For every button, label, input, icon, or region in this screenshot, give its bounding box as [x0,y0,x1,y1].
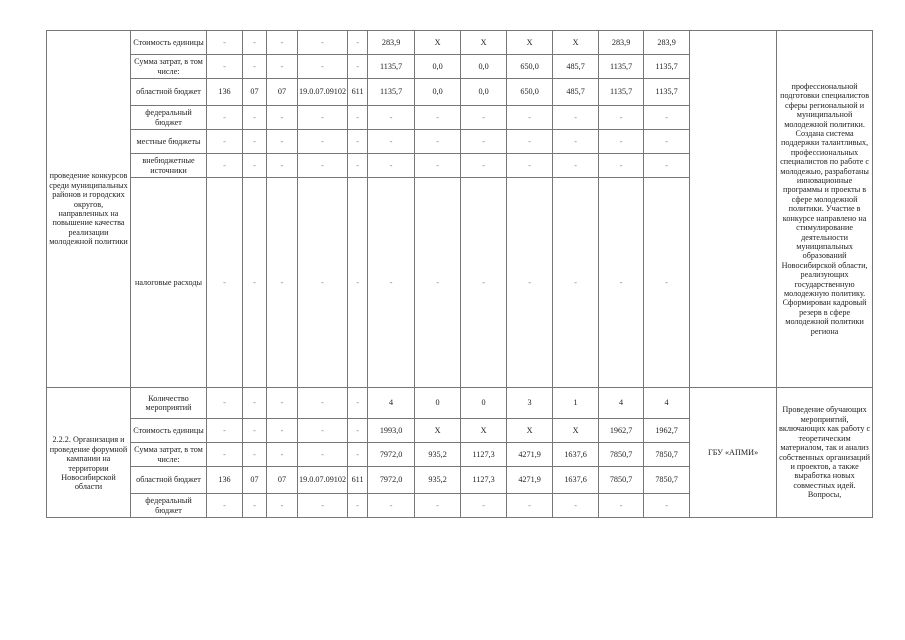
value-cell: - [243,154,267,178]
value-cell: - [415,130,461,154]
value-cell: - [267,388,298,419]
value-cell: - [644,130,690,154]
executor-cell [690,31,777,388]
value-cell: 485,7 [553,79,599,106]
value-cell: X [553,31,599,55]
value-cell: - [507,106,553,130]
value-cell: - [243,494,267,518]
row-label: Сумма затрат, в том числе: [131,55,207,79]
value-cell: - [298,443,348,467]
value-cell: - [553,178,599,388]
value-cell: - [348,55,368,79]
value-cell: - [644,106,690,130]
value-cell: - [461,178,507,388]
value-cell: 4 [644,388,690,419]
value-cell: - [267,31,298,55]
value-cell: - [507,178,553,388]
result-cell: Проведение обучающих мероприятий, включающих как работу с теоретическим материалом, так и анализ собственных организаций и проектов, а также выработка новых совместных идей. Вопросы, [777,388,873,518]
value-cell: - [368,106,415,130]
value-cell: - [243,178,267,388]
row-label: налоговые расходы [131,178,207,388]
value-cell: - [298,419,348,443]
value-cell: - [243,443,267,467]
value-cell: X [461,31,507,55]
value-cell: - [461,106,507,130]
value-cell: 7972,0 [368,467,415,494]
value-cell: 7850,7 [599,467,644,494]
table-row [47,388,873,419]
row-label: федеральный бюджет [131,494,207,518]
value-cell: 1962,7 [644,419,690,443]
value-cell: - [461,130,507,154]
value-cell: 0,0 [415,79,461,106]
value-cell: - [207,494,243,518]
value-cell: - [207,55,243,79]
value-cell: - [553,154,599,178]
value-cell: - [243,130,267,154]
value-cell: - [207,443,243,467]
value-cell: 7850,7 [644,443,690,467]
row-label: Стоимость единицы [131,419,207,443]
value-cell: - [298,106,348,130]
value-cell: - [553,106,599,130]
value-cell: - [298,178,348,388]
value-cell: - [207,106,243,130]
value-cell: - [599,106,644,130]
value-cell: 136 [207,467,243,494]
value-cell: 1135,7 [368,79,415,106]
value-cell: 19.0.07.09102 [298,467,348,494]
value-cell: - [507,130,553,154]
activity-cell: проведение конкурсов среди муниципальных районов и городских округов, направленных на повышение качества реализации молодежной политики [47,31,131,388]
value-cell: - [644,494,690,518]
value-cell: - [267,55,298,79]
value-cell: - [348,443,368,467]
value-cell: - [207,419,243,443]
value-cell: - [243,419,267,443]
value-cell: - [207,388,243,419]
value-cell: - [348,154,368,178]
value-cell: - [267,443,298,467]
value-cell: - [207,178,243,388]
value-cell: - [348,419,368,443]
value-cell: 1637,6 [553,467,599,494]
value-cell: - [348,130,368,154]
value-cell: 07 [243,79,267,106]
value-cell: 0 [461,388,507,419]
executor-cell: ГБУ «АПМИ» [690,388,777,518]
value-cell: 07 [267,79,298,106]
value-cell: - [207,130,243,154]
row-label: областной бюджет [131,79,207,106]
row-label: местные бюджеты [131,130,207,154]
value-cell: 0 [415,388,461,419]
value-cell: - [507,154,553,178]
value-cell: - [368,154,415,178]
value-cell: 7972,0 [368,443,415,467]
value-cell: - [267,178,298,388]
value-cell: 0,0 [461,55,507,79]
value-cell: 283,9 [599,31,644,55]
result-cell: профессиональной подготовки специалистов сферы региональной и муниципальной молодежной политики. Создана система поддержки талантливых, профессиональных специалистов по работе с молодежью, разработаны инновационные программы и проекты в сфере молодежной политики. Участие в конкурсе направлено на стимулирование деятельности муниципальных образований Новосибирской области, реализующих государственную молодежную политику. Сформирован кадровый резерв в сфере молодежной политики региона [777,31,873,388]
value-cell: - [298,55,348,79]
value-cell: - [461,494,507,518]
activity-cell: 2.2.2. Организация и проведение форумной кампании на территории Новосибирской области [47,388,131,518]
value-cell: - [368,494,415,518]
value-cell: 7850,7 [644,467,690,494]
value-cell: 611 [348,79,368,106]
value-cell: - [267,494,298,518]
value-cell: 0,0 [415,55,461,79]
value-cell: - [348,388,368,419]
value-cell: 1135,7 [644,55,690,79]
value-cell: - [207,154,243,178]
value-cell: - [599,178,644,388]
value-cell: 1135,7 [368,55,415,79]
value-cell: - [298,31,348,55]
value-cell: - [207,31,243,55]
value-cell: - [599,494,644,518]
value-cell: X [415,419,461,443]
value-cell: 0,0 [461,79,507,106]
value-cell: - [348,494,368,518]
row-label: Сумма затрат, в том числе: [131,443,207,467]
value-cell: 19.0.07.09102 [298,79,348,106]
value-cell: - [298,388,348,419]
value-cell: - [243,55,267,79]
value-cell: - [267,154,298,178]
value-cell: 283,9 [368,31,415,55]
value-cell: 611 [348,467,368,494]
value-cell: 650,0 [507,79,553,106]
value-cell: 7850,7 [599,443,644,467]
value-cell: X [507,419,553,443]
value-cell: 935,2 [415,443,461,467]
value-cell: - [553,494,599,518]
value-cell: 1637,6 [553,443,599,467]
value-cell: 4271,9 [507,467,553,494]
value-cell: - [298,494,348,518]
value-cell: - [267,419,298,443]
value-cell: 650,0 [507,55,553,79]
value-cell: - [348,106,368,130]
value-cell: X [415,31,461,55]
value-cell: 1993,0 [368,419,415,443]
value-cell: - [243,31,267,55]
section-2 [47,388,873,518]
value-cell: - [599,130,644,154]
value-cell: - [267,130,298,154]
value-cell: - [348,178,368,388]
value-cell: - [461,154,507,178]
value-cell: 4 [599,388,644,419]
value-cell: - [415,494,461,518]
value-cell: 136 [207,79,243,106]
value-cell: - [267,106,298,130]
value-cell: - [368,130,415,154]
row-label: внебюджетные источники [131,154,207,178]
value-cell: - [599,154,644,178]
table-row [47,31,873,55]
value-cell: 1 [553,388,599,419]
value-cell: 935,2 [415,467,461,494]
value-cell: 4 [368,388,415,419]
value-cell: 07 [243,467,267,494]
value-cell: 4271,9 [507,443,553,467]
budget-table [46,30,873,518]
row-label: Количество мероприятий [131,388,207,419]
row-label: областной бюджет [131,467,207,494]
value-cell: 1135,7 [644,79,690,106]
value-cell: 283,9 [644,31,690,55]
section-1 [47,31,873,388]
value-cell: 1135,7 [599,55,644,79]
row-label: федеральный бюджет [131,106,207,130]
value-cell: 1127,3 [461,467,507,494]
value-cell: - [243,388,267,419]
value-cell: - [348,31,368,55]
value-cell: - [644,178,690,388]
value-cell: - [368,178,415,388]
value-cell: 07 [267,467,298,494]
value-cell: 3 [507,388,553,419]
value-cell: - [415,154,461,178]
value-cell: - [415,106,461,130]
value-cell: X [461,419,507,443]
value-cell: 1962,7 [599,419,644,443]
value-cell: 1127,3 [461,443,507,467]
value-cell: 485,7 [553,55,599,79]
value-cell: - [415,178,461,388]
row-label: Стоимость единицы [131,31,207,55]
value-cell: - [553,130,599,154]
value-cell: - [298,130,348,154]
value-cell: X [553,419,599,443]
value-cell: 1135,7 [599,79,644,106]
value-cell: - [644,154,690,178]
value-cell: - [298,154,348,178]
value-cell: - [243,106,267,130]
value-cell: X [507,31,553,55]
value-cell: - [507,494,553,518]
